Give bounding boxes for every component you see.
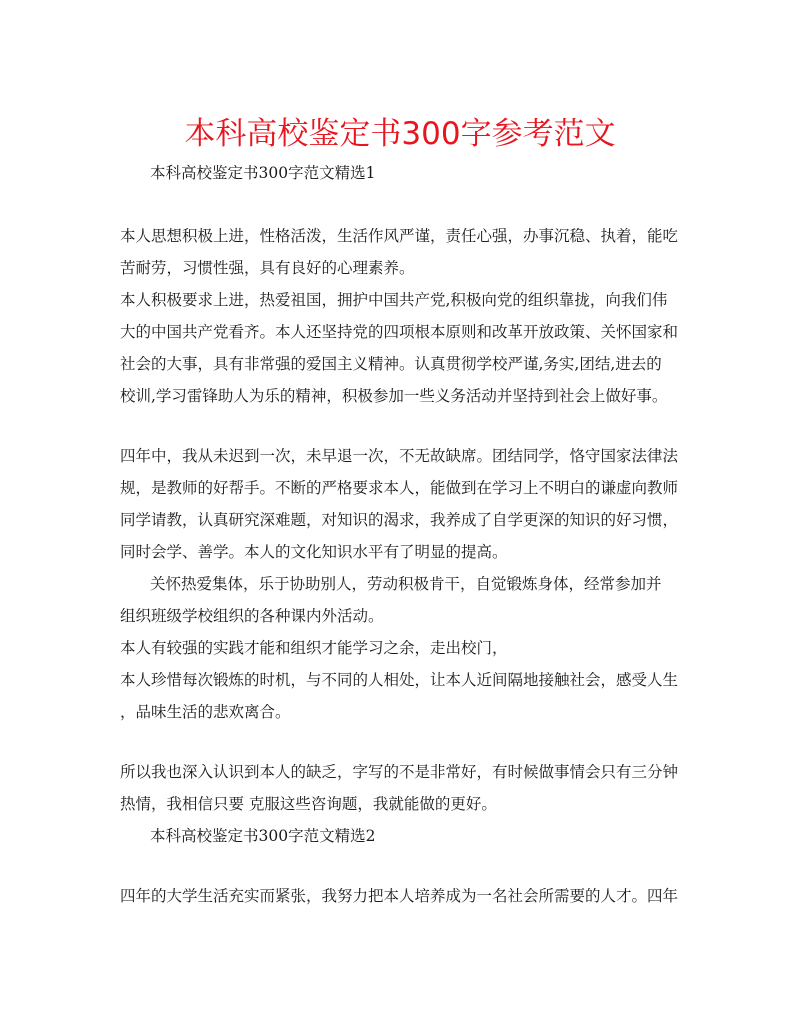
paragraph-line: 校训,学习雷锋助人为乐的精神，积极参加一些义务活动并坚持到社会上做好事。 [120, 387, 668, 405]
paragraph-line: ，品味生活的悲欢离合。 [120, 703, 291, 721]
paragraph-line: 本人有较强的实践才能和组织才能学习之余，走出校门， [120, 639, 508, 657]
paragraph-line: 大的中国共产党看齐。本人还坚持党的四项根本原则和改革开放政策、关怀国家和 [120, 323, 679, 341]
paragraph-line: 热情，我相信只要 克服这些咨询题，我就能做的更好。 [120, 795, 497, 813]
paragraph-line: 四年中，我从未迟到一次，未早退一次，不无故缺席。团结同学，恪守国家法律法 [120, 447, 679, 465]
paragraph-line: 本人珍惜每次锻炼的时机，与不同的人相处，让本人近间隔地接触社会，感受人生 [120, 671, 679, 689]
paragraph-line: 所以我也深入认识到本人的缺乏，字写的不是非常好，有时候做事情会只有三分钟 [120, 763, 679, 781]
paragraph-line: 同学请教，认真研究深难题，对知识的渴求，我养成了自学更深的知识的好习惯， [120, 511, 679, 529]
section-heading-2: 本科高校鉴定书300字范文精选2 [150, 827, 376, 845]
paragraph-line: 苦耐劳，习惯性强，具有良好的心理素养。 [120, 259, 415, 277]
paragraph-line: 四年的大学生活充实而紧张，我努力把本人培养成为一名社会所需要的人才。四年 [120, 887, 679, 905]
paragraph-line: 组织班级学校组织的各种课内外活动。 [120, 607, 384, 625]
section-heading-1: 本科高校鉴定书300字范文精选1 [150, 164, 376, 182]
paragraph-line: 规，是教师的好帮手。不断的严格要求本人，能做到在学习上不明白的谦虚向教师 [120, 479, 679, 497]
paragraph-line: 同时会学、善学。本人的文化知识水平有了明显的提高。 [120, 543, 508, 561]
paragraph-line: 社会的大事，具有非常强的爱国主义精神。认真贯彻学校严谨,务实,团结,进去的 [120, 355, 662, 373]
document-title: 本科高校鉴定书300字参考范文 [184, 116, 616, 152]
paragraph-line: 本人思想积极上进，性格活泼，生活作风严谨，责任心强，办事沉稳、执着，能吃 [120, 227, 679, 245]
paragraph-line: 本人积极要求上进，热爱祖国，拥护中国共产党,积极向党的组织靠拢，向我们伟 [120, 291, 668, 309]
paragraph-line: 关怀热爱集体，乐于协助别人，劳动积极肯干，自觉锻炼身体，经常参加并 [150, 575, 662, 593]
